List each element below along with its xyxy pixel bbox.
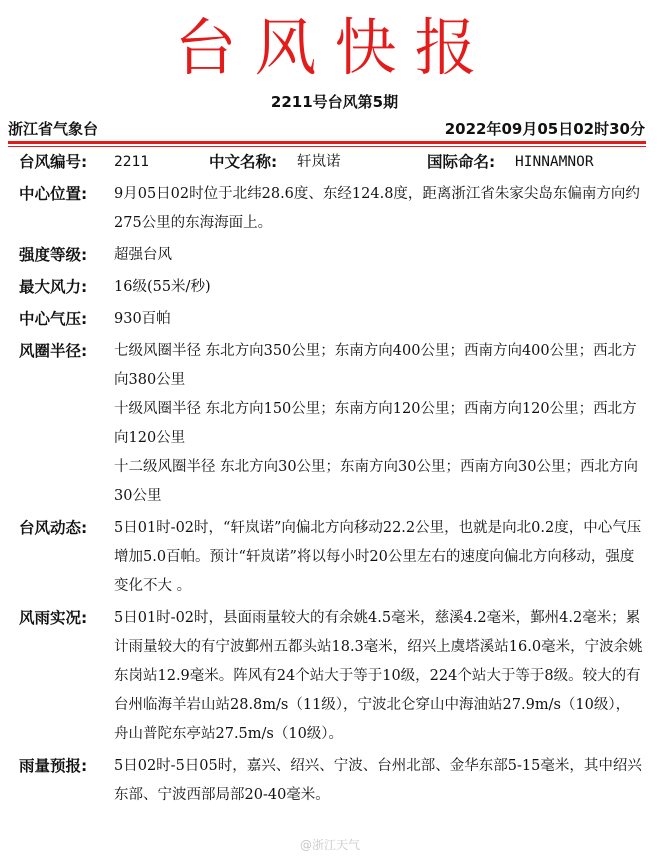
radius-10-level: 十级风圈半径 东北方向150公里；东南方向120公里；西南方向120公里；西北方向120公里 [114, 401, 637, 446]
pressure-row [0, 305, 669, 334]
radius-12-level: 十二级风圈半径 东北方向30公里；东南方向30公里；西南方向30公里；西北方向30公里 [114, 459, 638, 504]
header-divider [8, 141, 646, 144]
forecast-row [0, 752, 669, 810]
issue-number: 2211号台风第5期 [270, 93, 399, 111]
typhoon-id-row [0, 148, 669, 177]
intensity-label: 强度等级: [19, 246, 88, 264]
wind-radius-values [114, 337, 644, 511]
pressure-value: 930百帕 [114, 311, 171, 327]
intl-name-label: 国际命名: [427, 153, 496, 171]
pressure-label: 中心气压: [19, 310, 88, 328]
max-wind-row [0, 273, 669, 302]
typhoon-number-label: 台风编号: [19, 153, 88, 171]
movement-row [0, 514, 669, 601]
wind-radius-label: 风圈半径: [19, 342, 88, 360]
cn-name-label: 中文名称: [209, 153, 278, 171]
intl-name-value: HINNAMNOR [515, 154, 594, 170]
intensity-row [0, 241, 669, 270]
report-title: 台风快报 [174, 11, 495, 84]
center-position-value: 9月05日02时位于北纬28.6度、东经124.8度，距离浙江省朱家尖岛东偏南方向约275公里的东海海面上。 [114, 186, 640, 231]
center-position-row [0, 180, 669, 238]
radius-7-level: 七级风圈半径 东北方向350公里；东南方向400公里；西南方向400公里；西北方向380公里 [114, 343, 637, 388]
movement-label: 台风动态: [19, 519, 88, 537]
center-position-label: 中心位置: [19, 185, 88, 203]
report-body [0, 148, 669, 810]
wind-radius-row [0, 337, 669, 511]
observed-label: 风雨实况: [19, 609, 88, 627]
observed-row [0, 604, 669, 749]
watermark: @浙江天气 [300, 838, 361, 852]
observed-value: 5日01时-02时，县面雨量较大的有余姚4.5毫米，慈溪4.2毫米，鄞州4.2毫米；累计雨量较大的有宁波鄞州五都头站18.3毫米，绍兴上虞塔溪站16.0毫米，宁波余姚东岗站12.9毫米。阵风有24个站大于等于10级，224个站大于等于8级。较大的有台州临海羊岩山站28.8m/s（11级），宁波北仑穿山中海油站27.9m/s（10级），舟山普陀东亭站27.5m/s（10级）。 [114, 610, 643, 742]
movement-value: 5日01时-02时，“轩岚诺”向偏北方向移动22.2公里，也就是向北0.2度，中心气压增加5.0百帕。预计“轩岚诺”将以每小时20公里左右的速度向偏北方向移动，强度变化不大 。 [114, 520, 642, 594]
max-wind-value: 16级(55米/秒) [114, 279, 211, 295]
max-wind-label: 最大风力: [19, 278, 88, 296]
header-divider-thin [8, 146, 646, 147]
typhoon-number-value: 2211 [114, 154, 149, 170]
forecast-label: 雨量预报: [19, 757, 88, 775]
agency-name: 浙江省气象台 [8, 120, 99, 138]
intensity-value: 超强台风 [114, 247, 172, 263]
cn-name-value: 轩岚诺 [297, 154, 341, 170]
issue-datetime: 2022年09月05日02时30分 [444, 120, 645, 138]
forecast-value: 5日02时-5日05时，嘉兴、绍兴、宁波、台州北部、金华东部5-15毫米，其中绍兴东部、宁波西部局部20-40毫米。 [114, 758, 642, 803]
